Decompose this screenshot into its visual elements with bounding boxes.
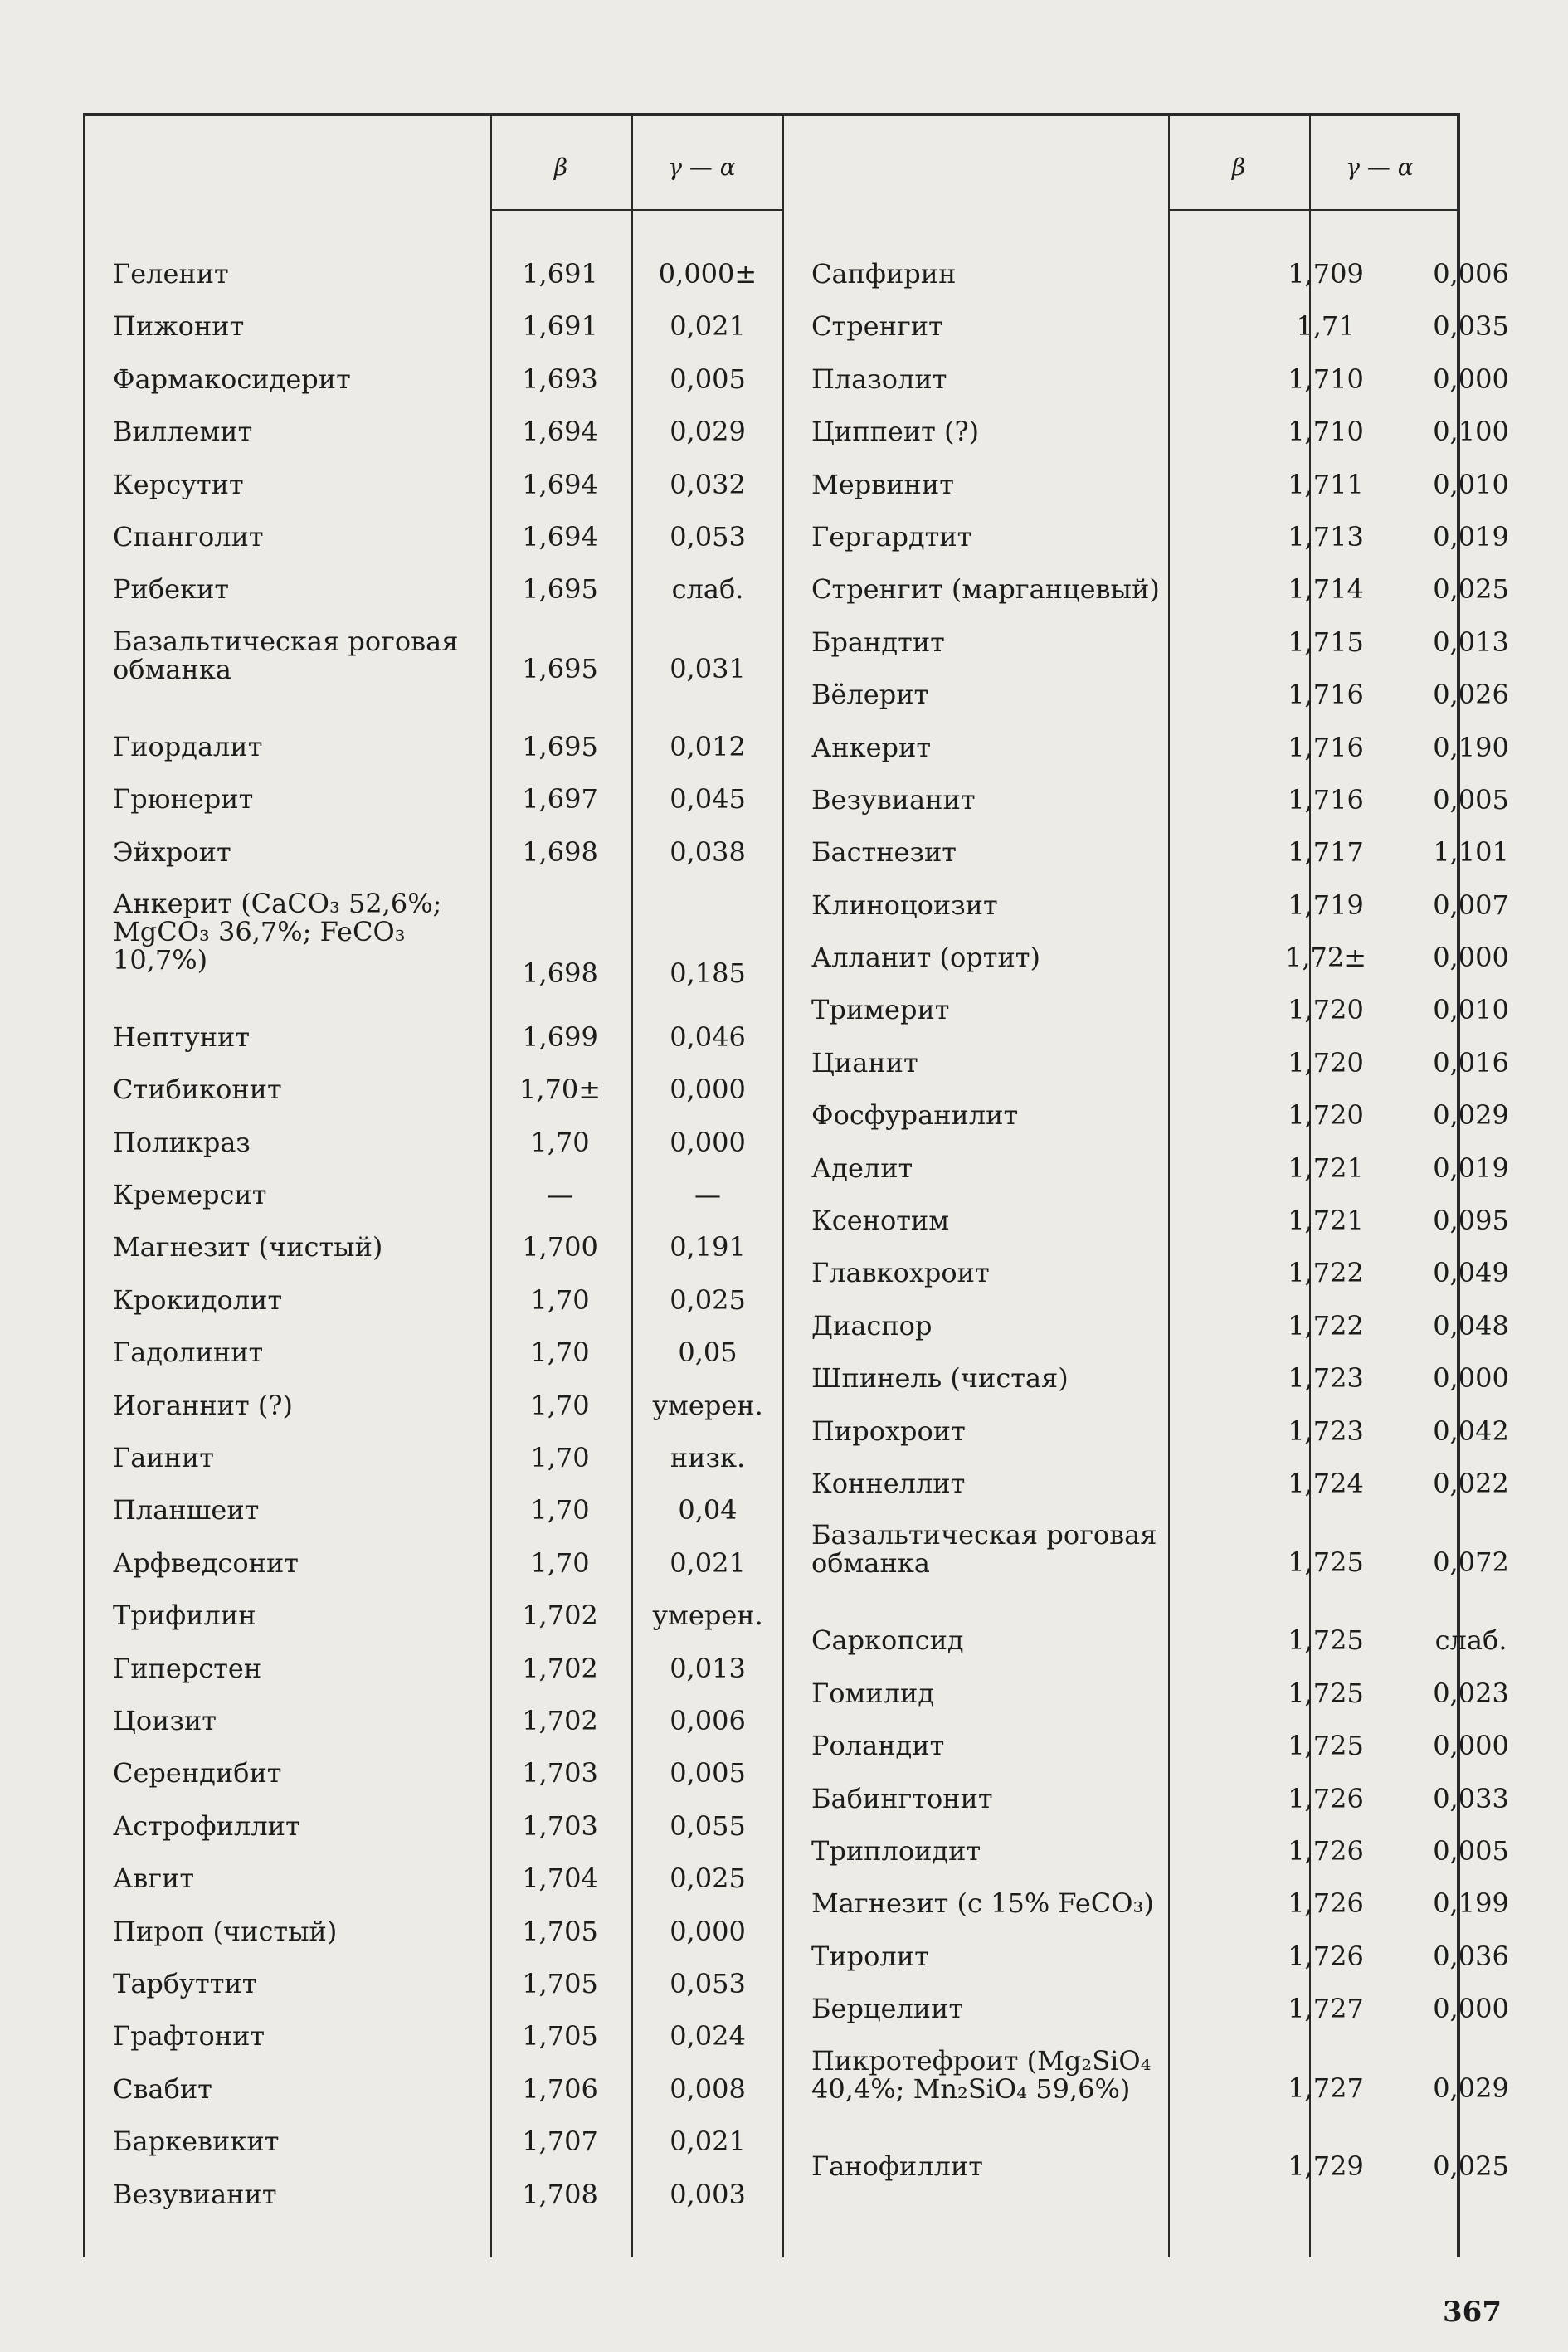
beta-value: 1,708 (522, 2178, 598, 2210)
mineral-name: Цианит (811, 1046, 918, 1079)
table-row (85, 1170, 782, 1222)
table-row (782, 1511, 1509, 1615)
beta-value: 1,725 (1288, 1730, 1364, 1762)
header-dbi-right: γ — α (1346, 153, 1414, 181)
beta-value: 1,697 (522, 783, 598, 816)
birefringence-value: низк. (670, 1442, 746, 1474)
mineral-name: Коннеллит (811, 1467, 966, 1499)
table-row (782, 460, 1509, 512)
birefringence-value: 0,046 (670, 1020, 746, 1053)
table-row (782, 301, 1509, 353)
table-row (85, 1590, 782, 1643)
table-row (85, 774, 782, 826)
header-beta-left: β (553, 153, 568, 181)
table-row (85, 1853, 782, 1906)
mineral-name: Везувианит (811, 783, 976, 816)
table-row (782, 617, 1509, 670)
birefringence-value: 0,025 (1433, 2150, 1509, 2182)
beta-value: 1,721 (1288, 1152, 1364, 1184)
beta-value: 1,695 (522, 730, 598, 762)
birefringence-value: 0,005 (1433, 783, 1509, 816)
birefringence-value: 0,049 (1433, 1257, 1509, 1289)
mineral-name: Гергардтит (811, 520, 972, 553)
table-row (85, 407, 782, 459)
table-row (782, 723, 1509, 775)
table-row (782, 1721, 1509, 1773)
birefringence-value: 0,036 (1433, 1940, 1509, 1972)
mineral-name: Берцелиит (811, 1993, 964, 2025)
birefringence-value: 0,007 (1433, 889, 1509, 921)
header-rule-right (1168, 209, 1458, 211)
birefringence-value: 0,029 (1433, 2072, 1509, 2104)
birefringence-value: 0,006 (670, 1704, 746, 1736)
mineral-name: Аделит (811, 1152, 913, 1184)
mineral-name: Базальтическая роговая обманка (113, 625, 459, 685)
beta-value: 1,691 (522, 258, 598, 290)
beta-value: 1,725 (1288, 1677, 1364, 1709)
beta-value: 1,70 (530, 1126, 590, 1158)
beta-value: 1,723 (1288, 1362, 1364, 1395)
birefringence-value: 0,010 (1433, 468, 1509, 500)
birefringence-value: 0,023 (1433, 1677, 1509, 1709)
beta-value: 1,720 (1288, 994, 1364, 1026)
mineral-name: Диаспор (811, 1309, 933, 1342)
mineral-name: Сапфирин (811, 258, 957, 290)
birefringence-value: 0,019 (1433, 520, 1509, 553)
mineral-name: Плазолит (811, 363, 947, 395)
table-row (85, 1222, 782, 1274)
header-beta-right: β (1231, 153, 1246, 181)
mineral-name: Триплоидит (811, 1834, 981, 1867)
mineral-name: Главкохроит (811, 1257, 990, 1289)
beta-value: 1,691 (522, 310, 598, 343)
birefringence-value: 0,026 (1433, 679, 1509, 711)
birefringence-value: 0,032 (670, 468, 746, 500)
beta-value: 1,711 (1288, 468, 1364, 500)
beta-value: — (547, 1179, 573, 1211)
mineral-name: Стренгит (марганцевый) (811, 573, 1160, 606)
table-row (782, 1774, 1509, 1826)
table-row (85, 1327, 782, 1380)
beta-value: 1,699 (522, 1020, 598, 1053)
table-row (782, 2037, 1509, 2141)
mineral-name: Рибекит (113, 573, 230, 606)
birefringence-value: 0,000 (1433, 1993, 1509, 2025)
mineral-name: Тиролит (811, 1940, 929, 1972)
birefringence-value: 0,053 (670, 1967, 746, 1999)
beta-value: 1,698 (522, 835, 598, 868)
header-dbi-left: γ — α (668, 153, 736, 181)
table-row (85, 879, 782, 1012)
mineral-name: Роландит (811, 1730, 945, 1762)
mineral-name: Виллемит (113, 416, 253, 448)
beta-value: 1,70 (530, 1546, 590, 1579)
birefringence-value: 0,190 (1433, 731, 1509, 763)
header-rule-left (490, 209, 782, 211)
beta-value: 1,702 (522, 1652, 598, 1684)
beta-value: 1,705 (522, 2020, 598, 2053)
birefringence-value: 1,101 (1433, 836, 1509, 869)
table-row (85, 249, 782, 301)
beta-value: 1,710 (1288, 416, 1364, 448)
birefringence-value: 0,072 (1433, 1546, 1509, 1579)
table-row (85, 617, 782, 722)
beta-value: 1,722 (1288, 1257, 1364, 1289)
table-row (85, 1275, 782, 1327)
table-row (782, 1143, 1509, 1195)
beta-value: 1,705 (522, 1967, 598, 1999)
mineral-name: Иоганнит (?) (113, 1389, 293, 1421)
beta-value: 1,717 (1288, 836, 1364, 869)
mineral-name: Пикротефроит (Mg₂SiO₄ 40,4%; Mn₂SiO₄ 59,6%) (811, 2044, 1152, 2105)
table-row (782, 1931, 1509, 1984)
table-row (85, 1643, 782, 1696)
birefringence-value: — (694, 1179, 721, 1211)
beta-value: 1,724 (1288, 1467, 1364, 1499)
table-row (782, 827, 1509, 879)
birefringence-value: 0,021 (670, 310, 746, 343)
beta-value: 1,703 (522, 1809, 598, 1842)
mineral-name: Тримерит (811, 994, 950, 1026)
birefringence-value: 0,000 (1433, 1362, 1509, 1395)
mineral-name: Бастнезит (811, 836, 957, 869)
mineral-name: Анкерит (811, 731, 932, 763)
table-row (85, 2011, 782, 2063)
table-row (782, 880, 1509, 933)
table-row (85, 460, 782, 512)
left-column (85, 249, 782, 2222)
beta-value: 1,716 (1288, 731, 1364, 763)
mineral-name: Фосфуранилит (811, 1099, 1019, 1132)
mineral-name: Баркевикит (113, 2126, 280, 2158)
birefringence-value: 0,025 (670, 1283, 746, 1316)
table-row (782, 512, 1509, 564)
mineral-name: Стренгит (811, 310, 943, 343)
birefringence-value: слаб. (1434, 1624, 1507, 1657)
birefringence-value: 0,055 (670, 1809, 746, 1842)
birefringence-value: 0,033 (1433, 1782, 1509, 1814)
mineral-name: Трифилин (113, 1600, 256, 1632)
mineral-name: Алланит (ортит) (811, 942, 1040, 974)
table-row (782, 1878, 1509, 1931)
birefringence-value: 0,035 (1433, 310, 1509, 343)
table-row (85, 2169, 782, 2222)
birefringence-value: 0,012 (670, 730, 746, 762)
table-row (85, 1064, 782, 1117)
table-row (85, 1485, 782, 1537)
birefringence-value: 0,000± (658, 258, 757, 290)
birefringence-value: 0,024 (670, 2020, 746, 2053)
mineral-name: Гиордалит (113, 730, 263, 762)
mineral-name: Геленит (113, 258, 229, 290)
table-row (85, 2116, 782, 2169)
mineral-name: Гомилид (811, 1677, 935, 1709)
mineral-name: Пижонит (113, 310, 245, 343)
beta-value: 1,706 (522, 2072, 598, 2105)
birefringence-value: 0,045 (670, 783, 746, 816)
table-row (782, 2141, 1509, 2194)
mineral-name: Пирохроит (811, 1415, 966, 1447)
beta-value: 1,70± (519, 1074, 601, 1106)
birefringence-value: 0,038 (670, 835, 746, 868)
mineral-name: Шпинель (чистая) (811, 1362, 1069, 1395)
birefringence-value: 0,021 (670, 2126, 746, 2158)
table-row (782, 670, 1509, 722)
mineral-name: Эйхроит (113, 835, 231, 868)
beta-value: 1,694 (522, 416, 598, 448)
birefringence-value: 0,029 (670, 416, 746, 448)
mineral-name: Клиноцоизит (811, 889, 998, 921)
table-row (85, 1959, 782, 2011)
beta-value: 1,70 (530, 1442, 590, 1474)
table-row (782, 1301, 1509, 1353)
table-row (85, 722, 782, 774)
table-row (782, 1195, 1509, 1248)
mineral-name: Магнезит (чистый) (113, 1231, 383, 1264)
beta-value: 1,719 (1288, 889, 1364, 921)
mineral-name: Крокидолит (113, 1283, 283, 1316)
mineral-name: Свабит (113, 2072, 212, 2105)
birefringence-value: 0,095 (1433, 1205, 1509, 1237)
mineral-name: Графтонит (113, 2020, 265, 2053)
table-row (782, 1248, 1509, 1300)
table-row (782, 775, 1509, 827)
table-row (85, 1696, 782, 1748)
table-row (782, 933, 1509, 985)
table-row (782, 1406, 1509, 1458)
birefringence-value: 0,100 (1433, 416, 1509, 448)
birefringence-value: 0,005 (670, 1757, 746, 1790)
mineral-name: Нептунит (113, 1020, 251, 1053)
table-row (782, 1984, 1509, 2036)
beta-value: 1,720 (1288, 1046, 1364, 1079)
birefringence-value: умерен. (652, 1389, 763, 1421)
mineral-name: Ксенотим (811, 1205, 950, 1237)
mineral-name: Ганофиллит (811, 2150, 983, 2182)
birefringence-value: 0,005 (1433, 1834, 1509, 1867)
beta-value: 1,710 (1288, 363, 1364, 395)
birefringence-value: 0,005 (670, 363, 746, 395)
table-row (782, 564, 1509, 616)
beta-value: 1,716 (1288, 783, 1364, 816)
mineral-name: Саркопсид (811, 1624, 964, 1657)
mineral-name: Тарбуттит (113, 1967, 257, 1999)
beta-value: 1,726 (1288, 1940, 1364, 1972)
beta-value: 1,721 (1288, 1205, 1364, 1237)
table-row (85, 1118, 782, 1170)
birefringence-value: 0,05 (678, 1337, 738, 1369)
birefringence-value: 0,010 (1433, 994, 1509, 1026)
beta-value: 1,709 (1288, 258, 1364, 290)
mineral-name: Спанголит (113, 520, 264, 553)
beta-value: 1,729 (1288, 2150, 1364, 2182)
mineral-name: Базальтическая роговая обманка (811, 1519, 1157, 1580)
mineral-name: Анкерит (CaCO₃ 52,6%; MgCO₃ 36,7%; FeCO₃ 10,7%) (113, 887, 442, 976)
beta-value: 1,70 (530, 1283, 590, 1316)
birefringence-value: 0,021 (670, 1546, 746, 1579)
beta-value: 1,726 (1288, 1887, 1364, 1920)
beta-value: 1,71 (1296, 310, 1356, 343)
beta-value: 1,703 (522, 1757, 598, 1790)
birefringence-value: 0,185 (670, 957, 746, 989)
table-row (782, 407, 1509, 459)
birefringence-value: 0,031 (670, 652, 746, 684)
beta-value: 1,726 (1288, 1782, 1364, 1814)
birefringence-value: 0,025 (670, 1863, 746, 1895)
birefringence-value: слаб. (671, 573, 744, 606)
birefringence-value: 0,000 (1433, 363, 1509, 395)
birefringence-value: 0,025 (1433, 573, 1509, 606)
table-row (85, 1538, 782, 1590)
mineral-name: Цоизит (113, 1704, 217, 1736)
beta-value: 1,695 (522, 573, 598, 606)
beta-value: 1,725 (1288, 1546, 1364, 1579)
table-row (85, 2064, 782, 2116)
mineral-name: Бабингтонит (811, 1782, 993, 1814)
table-row (782, 1038, 1509, 1090)
birefringence-value: 0,013 (1433, 626, 1509, 658)
table-row (782, 1353, 1509, 1405)
beta-value: 1,727 (1288, 2072, 1364, 2104)
table-row (782, 1615, 1507, 1668)
beta-value: 1,72± (1284, 942, 1367, 974)
birefringence-value: 0,016 (1433, 1046, 1509, 1079)
mineral-name: Арфведсонит (113, 1546, 299, 1579)
mineral-name: Магнезит (с 15% FeCO₃) (811, 1887, 1154, 1920)
beta-value: 1,723 (1288, 1415, 1364, 1447)
beta-value: 1,698 (522, 957, 598, 989)
mineral-name: Гаинит (113, 1442, 214, 1474)
right-column (782, 249, 1509, 2194)
birefringence-value: 0,199 (1433, 1887, 1509, 1920)
mineral-name: Поликраз (113, 1126, 251, 1158)
mineral-table (83, 113, 1509, 2257)
birefringence-value: 0,000 (670, 1915, 746, 1947)
table-row (85, 1012, 782, 1064)
mineral-name: Вёлерит (811, 679, 929, 711)
birefringence-value: 0,019 (1433, 1152, 1509, 1184)
beta-value: 1,702 (522, 1704, 598, 1736)
table-row (85, 827, 782, 879)
beta-value: 1,725 (1288, 1624, 1364, 1657)
beta-value: 1,70 (530, 1494, 590, 1527)
beta-value: 1,707 (522, 2126, 598, 2158)
mineral-name: Мервинит (811, 468, 954, 500)
beta-value: 1,693 (522, 363, 598, 395)
birefringence-value: 0,04 (678, 1494, 738, 1527)
mineral-name: Авгит (113, 1863, 195, 1895)
table-row (85, 301, 782, 353)
birefringence-value: 0,029 (1433, 1099, 1509, 1132)
beta-value: 1,695 (522, 652, 598, 684)
birefringence-value: 0,053 (670, 520, 746, 553)
beta-value: 1,694 (522, 468, 598, 500)
birefringence-value: 0,003 (670, 2178, 746, 2210)
birefringence-value: 0,000 (1433, 1730, 1509, 1762)
beta-value: 1,726 (1288, 1834, 1364, 1867)
table-row (85, 564, 782, 616)
table-row (782, 985, 1509, 1037)
table-row (85, 1748, 782, 1800)
beta-value: 1,70 (530, 1389, 590, 1421)
mineral-name: Керсутит (113, 468, 244, 500)
beta-value: 1,70 (530, 1337, 590, 1369)
beta-value: 1,694 (522, 520, 598, 553)
mineral-name: Везувианит (113, 2178, 277, 2210)
table-row (85, 1381, 782, 1433)
beta-value: 1,702 (522, 1600, 598, 1632)
beta-value: 1,716 (1288, 679, 1364, 711)
beta-value: 1,700 (522, 1231, 598, 1264)
table-row (782, 1090, 1509, 1142)
mineral-name: Гадолинит (113, 1337, 264, 1369)
birefringence-value: 0,022 (1433, 1467, 1509, 1499)
mineral-name: Фармакосидерит (113, 363, 351, 395)
mineral-name: Брандтит (811, 626, 945, 658)
birefringence-value: 0,013 (670, 1652, 746, 1684)
table-row (85, 512, 782, 564)
table-row (782, 1826, 1509, 1878)
mineral-name: Пироп (чистый) (113, 1915, 338, 1947)
birefringence-value: 0,000 (1433, 942, 1509, 974)
birefringence-value: 0,191 (670, 1231, 746, 1264)
table-row (85, 1433, 782, 1485)
beta-value: 1,714 (1288, 573, 1364, 606)
beta-value: 1,704 (522, 1863, 598, 1895)
beta-value: 1,727 (1288, 1993, 1364, 2025)
birefringence-value: 0,048 (1433, 1309, 1509, 1342)
birefringence-value: умерен. (652, 1600, 763, 1632)
mineral-name: Грюнерит (113, 783, 254, 816)
table-row (782, 1458, 1509, 1511)
table-row (85, 1801, 782, 1853)
mineral-name: Кремерсит (113, 1179, 267, 1211)
mineral-name: Циппеит (?) (811, 416, 980, 448)
table-row (782, 1668, 1509, 1721)
table-row (85, 354, 782, 407)
table-row (85, 1906, 782, 1959)
beta-value: 1,720 (1288, 1099, 1364, 1132)
birefringence-value: 0,008 (670, 2072, 746, 2105)
beta-value: 1,713 (1288, 520, 1364, 553)
birefringence-value: 0,006 (1433, 258, 1509, 290)
mineral-name: Гиперстен (113, 1652, 262, 1684)
beta-value: 1,705 (522, 1915, 598, 1947)
table-row (782, 249, 1509, 301)
page-number: 367 (1443, 2296, 1502, 2329)
mineral-name: Планшеит (113, 1494, 260, 1527)
mineral-name: Серендибит (113, 1757, 282, 1790)
mineral-name: Стибиконит (113, 1074, 282, 1106)
table-row (782, 354, 1509, 407)
beta-value: 1,722 (1288, 1309, 1364, 1342)
birefringence-value: 0,042 (1433, 1415, 1509, 1447)
beta-value: 1,715 (1288, 626, 1364, 658)
mineral-name: Астрофиллит (113, 1809, 300, 1842)
birefringence-value: 0,000 (670, 1126, 746, 1158)
birefringence-value: 0,000 (670, 1074, 746, 1106)
